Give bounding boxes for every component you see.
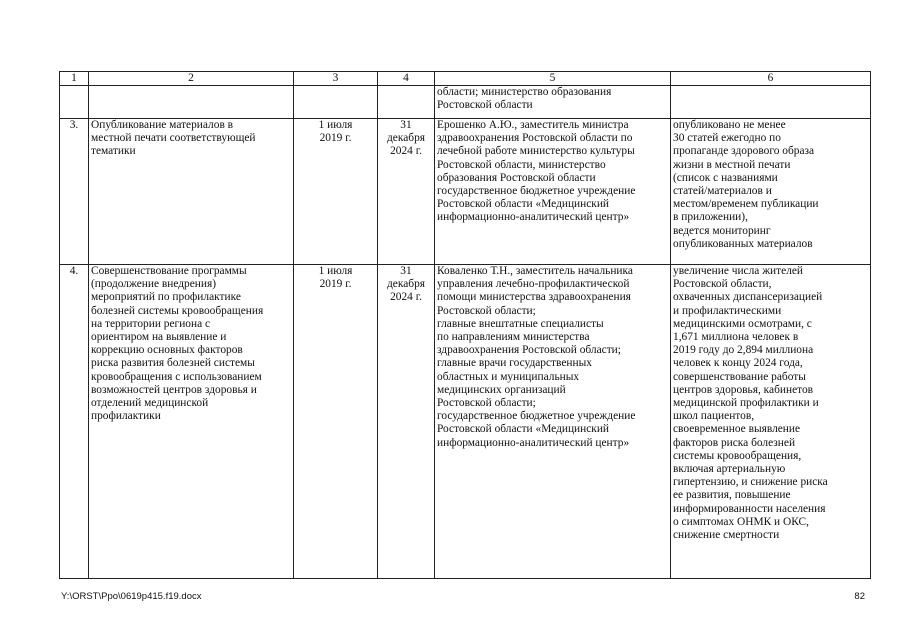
measure-title-cell: Совершенствование программы (продолжение внедрения) мероприятий по профилактике болезней системы кровообращения на территории региона с ориентиром на выявление и коррекцию основных факторов риска развития болезней системы кровообращения с использованием возможностей центров здоровья и отделений медицинской профилактики — [89, 265, 294, 579]
row-number-cell: 4. — [60, 265, 89, 579]
end-date-cell: 31 декабря 2024 г. — [378, 265, 435, 579]
column-number: 5 — [435, 72, 671, 86]
table-row — [60, 119, 871, 265]
column-number-row — [60, 72, 871, 86]
start-date-cell: 1 июля 2019 г. — [294, 265, 378, 579]
column-number: 4 — [378, 72, 435, 86]
end-date-cell — [378, 86, 435, 119]
document-table — [59, 71, 871, 579]
measure-title-cell: Опубликование материалов в местной печати соответствующей тематики — [89, 119, 294, 265]
result-cell: увеличение числа жителей Ростовской области, охваченных диспансеризацией и профилактическими медицинскими осмотрами, с 1,671 миллиона человек в 2019 году до 2,894 миллиона человек к концу 2024 года, совершенствование работы центров здоровья, кабинетов медицинской профилактики и школ пациентов, своевременное выявление факторов риска болезней системы кровообращения, включая артериальную гипертензию, и снижение риска ее развития, повышение информированности населения о симптомах ОНМК и ОКС, снижение смертности — [671, 265, 871, 579]
column-number: 2 — [89, 72, 294, 86]
column-number: 6 — [671, 72, 871, 86]
measure-title-cell — [89, 86, 294, 119]
start-date-cell: 1 июля 2019 г. — [294, 119, 378, 265]
column-number: 1 — [60, 72, 89, 86]
row-number-cell — [60, 86, 89, 119]
end-date-cell: 31 декабря 2024 г. — [378, 119, 435, 265]
responsible-cell: Коваленко Т.Н., заместитель начальника управления лечебно-профилактической помощи министерства здравоохранения Ростовской области; главные внештатные специалисты по направлениям министерства здравоохранения Ростовской области; главные врачи государственных областных и муниципальных медицинских организаций Ростовской области; государственное бюджетное учреждение Ростовской области «Медицинский информационно-аналитический центр» — [435, 265, 671, 579]
result-cell: опубликовано не менее 30 статей ежегодно по пропаганде здорового образа жизни в местной печати (список с названиями статей/материалов и местом/временем публикации в приложении), ведется мониторинг опубликованных материалов — [671, 119, 871, 265]
start-date-cell — [294, 86, 378, 119]
result-cell — [671, 86, 871, 119]
row-number-cell: 3. — [60, 119, 89, 265]
responsible-cell: Ерошенко А.Ю., заместитель министра здравоохранения Ростовской области по лечебной работе министерство культуры Ростовской области, министерство образования Ростовской области государственное бюджетное учреждение Ростовской области «Медицинский информационно-аналитический центр» — [435, 119, 671, 265]
page-number: 82 — [854, 591, 865, 602]
responsible-cell: области; министерство образования Ростовской области — [435, 86, 671, 119]
file-path-footer: Y:\ORST\Ppo\0619p415.f19.docx — [61, 591, 202, 602]
table-row — [60, 265, 871, 579]
table-row — [60, 86, 871, 119]
column-number: 3 — [294, 72, 378, 86]
